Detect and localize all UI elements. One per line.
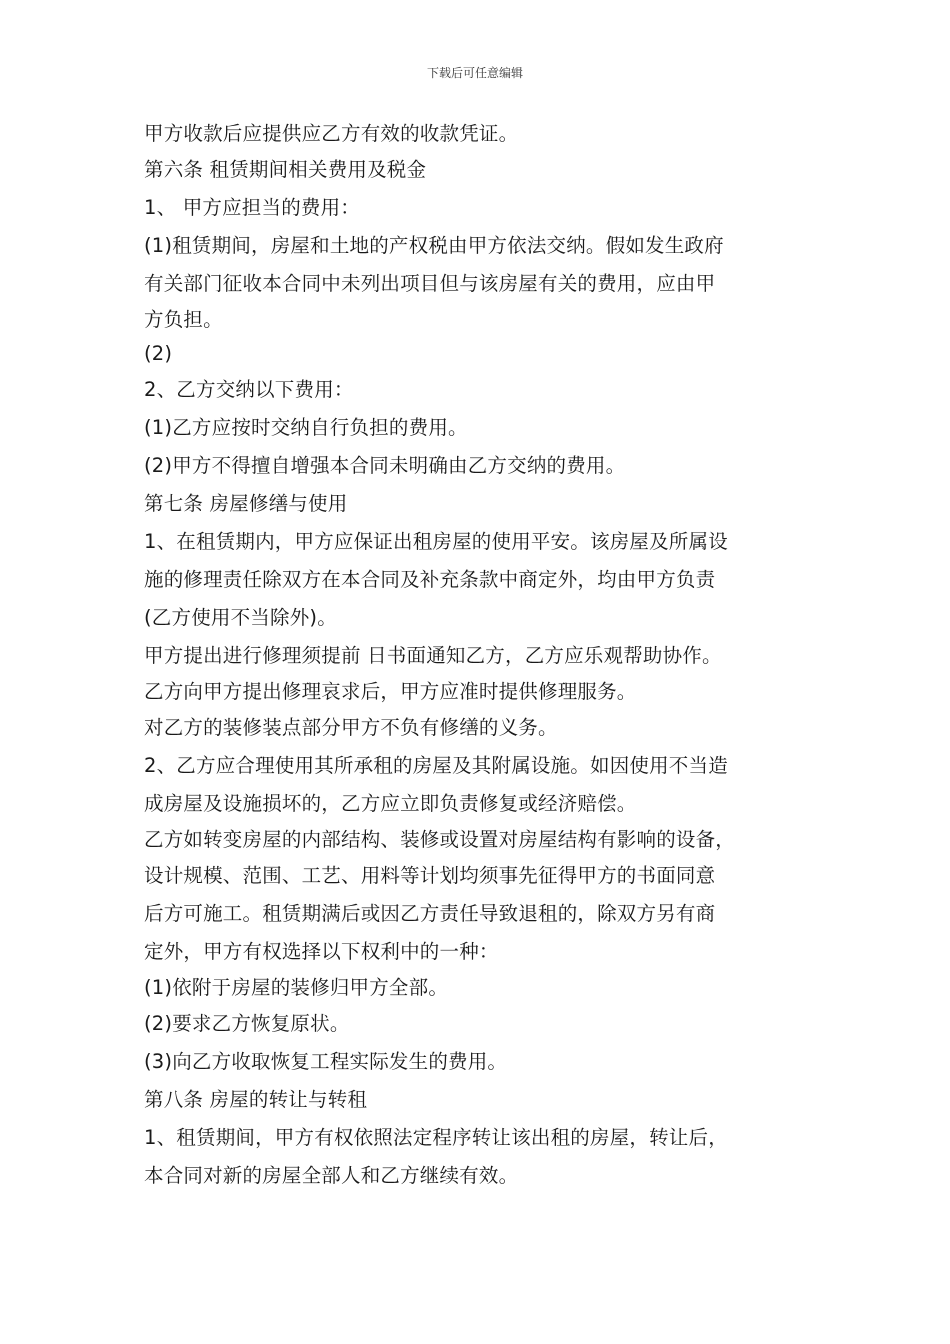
- paragraph-line: (2)要求乙方恢复原状。: [144, 1012, 350, 1035]
- paragraph-line: 施的修理责任除双方在本合同及补充条款中商定外，均由甲方负责: [144, 568, 716, 591]
- section-heading-6: 第六条 租赁期间相关费用及税金: [144, 158, 427, 181]
- document-body: [144, 117, 814, 1195]
- paragraph-line: (1)依附于房屋的装修归甲方全部。: [144, 976, 449, 999]
- paragraph-line: 成房屋及设施损坏的，乙方应立即负责修复或经济赔偿。: [144, 792, 637, 815]
- paragraph-line: (3)向乙方收取恢复工程实际发生的费用。: [144, 1050, 508, 1073]
- paragraph-line: 方负担。: [144, 308, 223, 331]
- paragraph-line: 定外，甲方有权选择以下权利中的一种：: [144, 940, 499, 963]
- paragraph-line: 乙方如转变房屋的内部结构、装修或设置对房屋结构有影响的设备，: [144, 828, 736, 851]
- paragraph-line: 1、租赁期间，甲方有权依照法定程序转让该出租的房屋，转让后，: [144, 1126, 728, 1149]
- paragraph-line: 乙方向甲方提出修理哀求后，甲方应准时提供修理服务。: [144, 680, 637, 703]
- paragraph-line: 2、乙方应合理使用其所承租的房屋及其附属设施。如因使用不当造: [144, 754, 728, 777]
- paragraph-line: 1、在租赁期内，甲方应保证出租房屋的使用平安。该房屋及所属设: [144, 530, 728, 553]
- paragraph-line: 本合同对新的房屋全部人和乙方继续有效。: [144, 1164, 519, 1187]
- paragraph-line: (1)租赁期间，房屋和土地的产权税由甲方依法交纳。假如发生政府: [144, 234, 724, 257]
- paragraph-line: (2): [144, 342, 173, 365]
- paragraph-line: 2、乙方交纳以下费用：: [144, 378, 354, 401]
- paragraph-line: 1、 甲方应担当的费用：: [144, 196, 361, 219]
- paragraph-line: (1)乙方应按时交纳自行负担的费用。: [144, 416, 468, 439]
- paragraph-line: 有关部门征收本合同中未列出项目但与该房屋有关的费用，应由甲: [144, 272, 716, 295]
- page-header: 下载后可任意编辑: [426, 66, 523, 80]
- section-heading-7: 第七条 房屋修缮与使用: [144, 492, 348, 515]
- paragraph-line: 设计规模、范围、工艺、用料等计划均须事先征得甲方的书面同意: [144, 864, 716, 887]
- paragraph-line: (乙方使用不当除外)。: [144, 606, 337, 629]
- paragraph-line: 甲方提出进行修理须提前 日书面通知乙方，乙方应乐观帮助协作。: [144, 644, 722, 667]
- section-heading-8: 第八条 房屋的转让与转租: [144, 1088, 368, 1111]
- paragraph-line: 甲方收款后应提供应乙方有效的收款凭证。: [144, 122, 519, 145]
- paragraph-line: 后方可施工。租赁期满后或因乙方责任导致退租的，除双方另有商: [144, 902, 716, 925]
- paragraph-line: (2)甲方不得擅自增强本合同未明确由乙方交纳的费用。: [144, 454, 626, 477]
- paragraph-line: 对乙方的装修装点部分甲方不负有修缮的义务。: [144, 716, 558, 739]
